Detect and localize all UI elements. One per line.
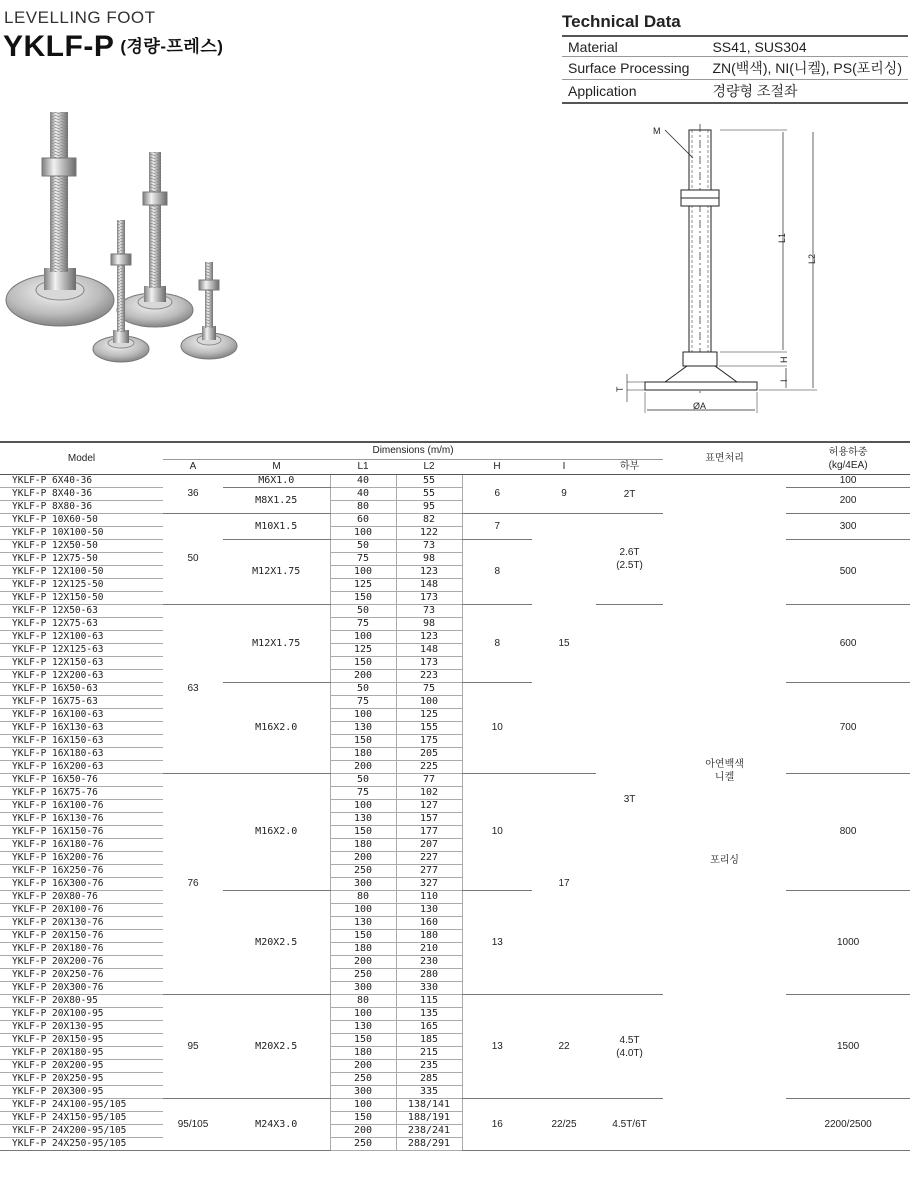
tech-label: Surface Processing: [562, 57, 706, 80]
l1-cell: 200: [330, 852, 396, 865]
header-m: M: [223, 460, 330, 475]
habu-cell: [596, 475, 663, 514]
model-cell: YKLF-P 10X60-50: [0, 514, 163, 527]
i-cell: 22: [532, 995, 596, 1099]
model-cell: YKLF-P 20X130-95: [0, 1021, 163, 1034]
tech-value: SS41, SUS304: [706, 36, 908, 57]
l2-cell: 157: [396, 813, 462, 826]
model-cell: YKLF-P 12X150-63: [0, 657, 163, 670]
a-cell: 95/105: [163, 1099, 223, 1151]
l2-cell: 98: [396, 618, 462, 631]
header-load-line2: (kg/4EA): [828, 459, 868, 471]
surface-cell: [663, 475, 786, 1151]
model-cell: YKLF-P 12X75-50: [0, 553, 163, 566]
l2-cell: 277: [396, 865, 462, 878]
l2-cell: 55: [396, 488, 462, 501]
header-model: Model: [0, 442, 163, 475]
l1-cell: 40: [330, 488, 396, 501]
surface-line1: 아연백색: [705, 759, 744, 770]
l2-cell: 238/241: [396, 1125, 462, 1138]
l2-cell: 110: [396, 891, 462, 904]
model-cell: YKLF-P 12X50-63: [0, 605, 163, 618]
technical-data-table: [562, 35, 908, 104]
header-surface: 표면처리: [663, 442, 786, 475]
l1-cell: 130: [330, 1021, 396, 1034]
a-cell: 63: [163, 605, 223, 774]
h-cell: 8: [462, 540, 532, 605]
i-cell: 9: [532, 475, 596, 514]
h-cell: 16: [462, 1099, 532, 1151]
tech-row-material: [562, 36, 908, 57]
l2-cell: 55: [396, 475, 462, 488]
a-cell: 36: [163, 475, 223, 514]
l2-cell: 225: [396, 761, 462, 774]
spec-table: [0, 441, 910, 1151]
tech-row-surface: [562, 57, 908, 80]
l1-cell: 80: [330, 995, 396, 1008]
label-t: T: [615, 386, 625, 392]
model-cell: YKLF-P 6X40-36: [0, 475, 163, 488]
load-cell: 200: [786, 488, 910, 514]
l1-cell: 130: [330, 722, 396, 735]
habu-cell: [596, 1099, 663, 1151]
model-cell: YKLF-P 20X180-76: [0, 943, 163, 956]
model-cell: YKLF-P 20X250-76: [0, 969, 163, 982]
product-photo: [0, 100, 260, 375]
habu-line2: (2.5T): [616, 560, 643, 571]
l2-cell: 223: [396, 670, 462, 683]
l2-cell: 115: [396, 995, 462, 1008]
header-load-line1: 허용하중: [828, 446, 868, 458]
l2-cell: 330: [396, 982, 462, 995]
model-cell: YKLF-P 16X150-76: [0, 826, 163, 839]
l1-cell: 80: [330, 891, 396, 904]
header-dimensions: Dimensions (m/m): [163, 442, 663, 460]
l1-cell: 100: [330, 800, 396, 813]
spec-table-body: [0, 475, 910, 1151]
habu-line1: 3T: [623, 794, 636, 805]
l1-cell: 100: [330, 1099, 396, 1112]
model-cell: YKLF-P 10X100-50: [0, 527, 163, 540]
model-cell: YKLF-P 16X250-76: [0, 865, 163, 878]
l2-cell: 125: [396, 709, 462, 722]
l1-cell: 250: [330, 865, 396, 878]
m-cell: M12X1.75: [223, 540, 330, 605]
label-i: I: [779, 379, 789, 382]
l2-cell: 100: [396, 696, 462, 709]
i-cell: 15: [532, 514, 596, 774]
l1-cell: 100: [330, 1008, 396, 1021]
model-cell: YKLF-P 16X75-76: [0, 787, 163, 800]
technical-data-title: Technical Data: [562, 12, 681, 31]
model-cell: YKLF-P 20X150-95: [0, 1034, 163, 1047]
model-cell: YKLF-P 20X300-76: [0, 982, 163, 995]
l2-cell: 280: [396, 969, 462, 982]
l2-cell: 155: [396, 722, 462, 735]
l1-cell: 75: [330, 553, 396, 566]
load-cell: 1500: [786, 995, 910, 1099]
spec-table-wrapper: [0, 441, 910, 1151]
l1-cell: 50: [330, 683, 396, 696]
model-cell: YKLF-P 16X100-63: [0, 709, 163, 722]
model-cell: YKLF-P 12X100-50: [0, 566, 163, 579]
model-cell: YKLF-P 20X300-95: [0, 1086, 163, 1099]
label-l2: L2: [807, 253, 817, 264]
l1-cell: 100: [330, 904, 396, 917]
l2-cell: 215: [396, 1047, 462, 1060]
l1-cell: 250: [330, 1138, 396, 1151]
l1-cell: 300: [330, 1086, 396, 1099]
header-i: I: [532, 460, 596, 475]
l1-cell: 180: [330, 943, 396, 956]
l1-cell: 180: [330, 748, 396, 761]
l1-cell: 75: [330, 787, 396, 800]
l2-cell: 135: [396, 1008, 462, 1021]
i-cell: 17: [532, 774, 596, 995]
l1-cell: 50: [330, 540, 396, 553]
h-cell: 10: [462, 683, 532, 774]
model-cell: YKLF-P 16X180-76: [0, 839, 163, 852]
model-cell: YKLF-P 16X50-76: [0, 774, 163, 787]
header-a: A: [163, 460, 223, 475]
l2-cell: 185: [396, 1034, 462, 1047]
h-cell: 10: [462, 774, 532, 891]
load-cell: 2200/2500: [786, 1099, 910, 1151]
l2-cell: 205: [396, 748, 462, 761]
model-cell: YKLF-P 12X100-63: [0, 631, 163, 644]
h-cell: 6: [462, 475, 532, 514]
l1-cell: 100: [330, 631, 396, 644]
l1-cell: 75: [330, 696, 396, 709]
header-l1: L1: [330, 460, 396, 475]
dimension-drawing: [605, 118, 820, 423]
a-cell: 95: [163, 995, 223, 1099]
l2-cell: 180: [396, 930, 462, 943]
header-l2: L2: [396, 460, 462, 475]
tech-label: Application: [562, 80, 706, 104]
m-cell: M12X1.75: [223, 605, 330, 683]
header-h: H: [462, 460, 532, 475]
l2-cell: 130: [396, 904, 462, 917]
l1-cell: 150: [330, 1034, 396, 1047]
l1-cell: 300: [330, 878, 396, 891]
h-cell: 7: [462, 514, 532, 540]
l2-cell: 230: [396, 956, 462, 969]
habu-line1: 2.6T: [619, 547, 640, 558]
l1-cell: 150: [330, 826, 396, 839]
model-cell: YKLF-P 12X125-50: [0, 579, 163, 592]
l2-cell: 73: [396, 605, 462, 618]
load-cell: 800: [786, 774, 910, 891]
l1-cell: 180: [330, 1047, 396, 1060]
model-cell: YKLF-P 20X130-76: [0, 917, 163, 930]
habu-line1: 4.5T/6T: [612, 1119, 647, 1130]
l2-cell: 327: [396, 878, 462, 891]
l2-cell: 148: [396, 579, 462, 592]
model-cell: YKLF-P 16X50-63: [0, 683, 163, 696]
model-cell: YKLF-P 16X200-63: [0, 761, 163, 774]
l2-cell: 127: [396, 800, 462, 813]
l2-cell: 173: [396, 592, 462, 605]
habu-cell: [596, 605, 663, 995]
model-cell: YKLF-P 16X200-76: [0, 852, 163, 865]
l2-cell: 123: [396, 566, 462, 579]
l1-cell: 150: [330, 735, 396, 748]
l2-cell: 123: [396, 631, 462, 644]
l2-cell: 335: [396, 1086, 462, 1099]
l1-cell: 150: [330, 592, 396, 605]
model-cell: YKLF-P 16X100-76: [0, 800, 163, 813]
model-cell: YKLF-P 24X250-95/105: [0, 1138, 163, 1151]
product-korean-name: (경량-프레스): [120, 37, 224, 56]
surface-line2: 니켈: [714, 772, 735, 783]
l1-cell: 130: [330, 813, 396, 826]
medium-foot-image: [117, 152, 193, 327]
m-cell: M8X1.25: [223, 488, 330, 514]
l1-cell: 250: [330, 1073, 396, 1086]
a-cell: 76: [163, 774, 223, 995]
l1-cell: 180: [330, 839, 396, 852]
m-cell: M10X1.5: [223, 514, 330, 540]
model-cell: YKLF-P 20X150-76: [0, 930, 163, 943]
tech-row-application: [562, 80, 908, 104]
model-cell: YKLF-P 16X300-76: [0, 878, 163, 891]
h-cell: 13: [462, 995, 532, 1099]
l1-cell: 100: [330, 709, 396, 722]
m-cell: M16X2.0: [223, 774, 330, 891]
l2-cell: 98: [396, 553, 462, 566]
load-cell: 500: [786, 540, 910, 605]
habu-line1: 2T: [623, 488, 636, 500]
model-cell: YKLF-P 16X180-63: [0, 748, 163, 761]
model-cell: YKLF-P 12X75-63: [0, 618, 163, 631]
l2-cell: 77: [396, 774, 462, 787]
l2-cell: 188/191: [396, 1112, 462, 1125]
l1-cell: 100: [330, 527, 396, 540]
table-row: [0, 475, 910, 488]
m-cell: M16X2.0: [223, 683, 330, 774]
model-cell: YKLF-P 16X150-63: [0, 735, 163, 748]
l2-cell: 138/141: [396, 1099, 462, 1112]
l1-cell: 200: [330, 761, 396, 774]
model-cell: YKLF-P 16X75-63: [0, 696, 163, 709]
l2-cell: 102: [396, 787, 462, 800]
l2-cell: 95: [396, 501, 462, 514]
l2-cell: 122: [396, 527, 462, 540]
header-load: [786, 442, 910, 475]
h-cell: 13: [462, 891, 532, 995]
model-cell: YKLF-P 12X200-63: [0, 670, 163, 683]
i-cell: 22/25: [532, 1099, 596, 1151]
label-m: M: [653, 126, 661, 136]
l1-cell: 200: [330, 1060, 396, 1073]
load-cell: 300: [786, 514, 910, 540]
l1-cell: 125: [330, 579, 396, 592]
model-cell: YKLF-P 20X250-95: [0, 1073, 163, 1086]
large-foot-image: [6, 112, 114, 326]
model-cell: YKLF-P 8X40-36: [0, 488, 163, 501]
l1-cell: 250: [330, 969, 396, 982]
l1-cell: 60: [330, 514, 396, 527]
habu-cell: [596, 514, 663, 605]
product-subtitle: LEVELLING FOOT: [4, 8, 156, 27]
l2-cell: 177: [396, 826, 462, 839]
m-cell: M20X2.5: [223, 995, 330, 1099]
model-cell: YKLF-P 20X200-95: [0, 1060, 163, 1073]
l1-cell: 40: [330, 475, 396, 488]
label-a: ØA: [693, 401, 707, 411]
l2-cell: 288/291: [396, 1138, 462, 1151]
load-cell: 600: [786, 605, 910, 683]
model-cell: YKLF-P 20X200-76: [0, 956, 163, 969]
m-cell: M20X2.5: [223, 891, 330, 995]
model-cell: YKLF-P 20X80-76: [0, 891, 163, 904]
l1-cell: 150: [330, 657, 396, 670]
model-cell: YKLF-P 12X125-63: [0, 644, 163, 657]
l2-cell: 75: [396, 683, 462, 696]
tech-value: 경량형 조절좌: [706, 80, 908, 104]
l1-cell: 200: [330, 1125, 396, 1138]
l1-cell: 50: [330, 605, 396, 618]
l2-cell: 148: [396, 644, 462, 657]
model-cell: YKLF-P 8X80-36: [0, 501, 163, 514]
m-cell: M6X1.0: [223, 475, 330, 488]
l2-cell: 207: [396, 839, 462, 852]
product-title: [3, 30, 223, 64]
l1-cell: 200: [330, 956, 396, 969]
model-cell: YKLF-P 20X100-95: [0, 1008, 163, 1021]
model-cell: YKLF-P 12X150-50: [0, 592, 163, 605]
model-cell: YKLF-P 24X200-95/105: [0, 1125, 163, 1138]
surface-line3: 포리싱: [710, 855, 740, 866]
tech-label: Material: [562, 36, 706, 57]
habu-cell: [596, 995, 663, 1099]
h-cell: 8: [462, 605, 532, 683]
l1-cell: 125: [330, 644, 396, 657]
l1-cell: 75: [330, 618, 396, 631]
l2-cell: 160: [396, 917, 462, 930]
model-cell: YKLF-P 20X100-76: [0, 904, 163, 917]
label-l1: L1: [777, 232, 787, 243]
model-cell: YKLF-P 24X100-95/105: [0, 1099, 163, 1112]
habu-line2: (4.0T): [616, 1047, 643, 1059]
l2-cell: 73: [396, 540, 462, 553]
l2-cell: 173: [396, 657, 462, 670]
l2-cell: 175: [396, 735, 462, 748]
l1-cell: 150: [330, 930, 396, 943]
l2-cell: 285: [396, 1073, 462, 1086]
model-cell: YKLF-P 20X180-95: [0, 1047, 163, 1060]
l2-cell: 210: [396, 943, 462, 956]
l1-cell: 200: [330, 670, 396, 683]
product-code: YKLF-P: [3, 30, 115, 63]
habu-line1: 4.5T: [619, 1034, 640, 1046]
l2-cell: 82: [396, 514, 462, 527]
l2-cell: 235: [396, 1060, 462, 1073]
l1-cell: 50: [330, 774, 396, 787]
l2-cell: 165: [396, 1021, 462, 1034]
load-cell: 1000: [786, 891, 910, 995]
m-cell: M24X3.0: [223, 1099, 330, 1151]
model-cell: YKLF-P 20X80-95: [0, 995, 163, 1008]
l1-cell: 100: [330, 566, 396, 579]
model-cell: YKLF-P 24X150-95/105: [0, 1112, 163, 1125]
l1-cell: 150: [330, 1112, 396, 1125]
a-cell: 50: [163, 514, 223, 605]
label-h: H: [779, 356, 789, 363]
load-cell: 100: [786, 475, 910, 488]
l2-cell: 227: [396, 852, 462, 865]
model-cell: YKLF-P 12X50-50: [0, 540, 163, 553]
model-cell: YKLF-P 16X130-63: [0, 722, 163, 735]
l1-cell: 300: [330, 982, 396, 995]
l1-cell: 80: [330, 501, 396, 514]
header-habu: 하부: [596, 460, 663, 475]
tech-value: ZN(백색), NI(니켈), PS(포리싱): [706, 57, 908, 80]
l1-cell: 130: [330, 917, 396, 930]
technical-data-panel: [562, 12, 908, 104]
load-cell: 700: [786, 683, 910, 774]
model-cell: YKLF-P 16X130-76: [0, 813, 163, 826]
